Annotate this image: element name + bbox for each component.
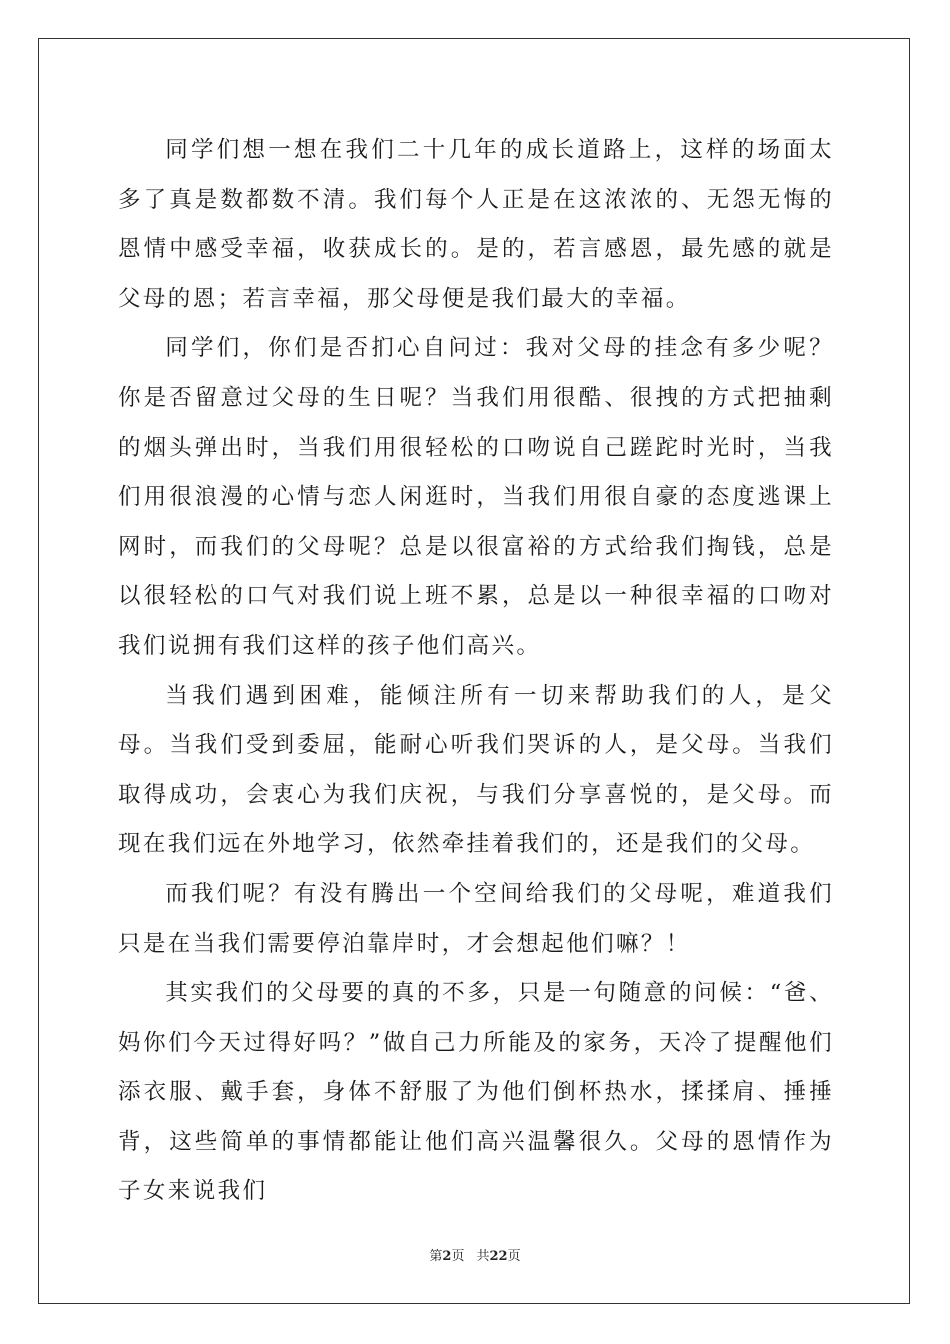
paragraph-3: 当我们遇到困难，能倾注所有一切来帮助我们的人，是父母。当我们受到委屈，能耐心听我们哭诉的人，是父母。当我们取得成功，会衷心为我们庆祝，与我们分享喜悦的，是父母。而现在我们远在外地学习，依然牵挂着我们的，还是我们的父母。: [118, 682, 834, 858]
document-body: [118, 126, 834, 1217]
paragraph-2: 同学们，你们是否扪心自问过：我对父母的挂念有多少呢？你是否留意过父母的生日呢？当我们用很酷、很拽的方式把抽剩的烟头弹出时，当我们用很轻松的口吻说自己蹉跎时光时，当我们用很浪漫的心情与恋人闲逛时，当我们用很自豪的态度逃课上网时，而我们的父母呢？总是以很富裕的方式给我们掏钱，总是以很轻松的口气对我们说上班不累，总是以一种很幸福的口吻对我们说拥有我们这样的孩子他们高兴。: [118, 335, 834, 659]
paragraph-4: 而我们呢？有没有腾出一个空间给我们的父母呢，难道我们只是在当我们需要停泊靠岸时，才会想起他们嘛？！: [118, 880, 834, 957]
total-prefix: 共: [476, 1249, 490, 1264]
paragraph-5: 其实我们的父母要的真的不多，只是一句随意的问候：“爸、妈你们今天过得好吗？”做自己力所能及的家务，天冷了提醒他们添衣服、戴手套，身体不舒服了为他们倒杯热水，揉揉肩、捶捶背，这些简单的事情都能让他们高兴温馨很久。父母的恩情作为子女来说我们: [118, 980, 834, 1205]
page-prefix: 第: [429, 1249, 443, 1264]
paragraph-1: 同学们想一想在我们二十几年的成长道路上，这样的场面太多了真是数都数不清。我们每个人正是在这浓浓的、无怨无悔的恩情中感受幸福，收获成长的。是的，若言感恩，最先感的就是父母的恩；若言幸福，那父母便是我们最大的幸福。: [118, 137, 834, 312]
page-number: 2: [442, 1249, 452, 1264]
total-suffix: 页: [507, 1249, 521, 1264]
page-footer: [0, 1248, 950, 1266]
total-pages: 22: [489, 1249, 508, 1264]
page-suffix: 页: [451, 1249, 465, 1264]
